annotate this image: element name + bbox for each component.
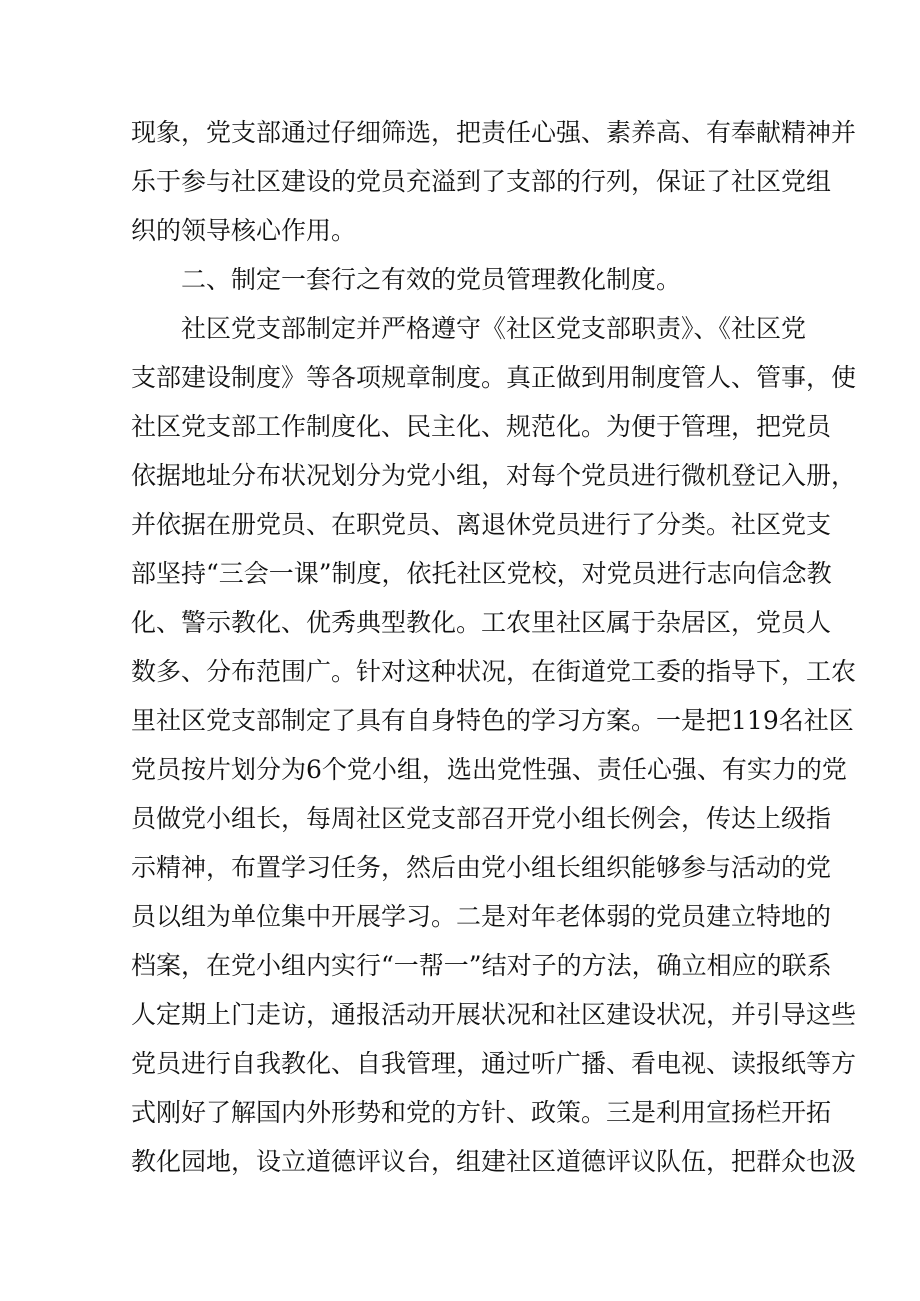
text-line: 支部建设制度》等各项规章制度。真正做到用制度管人、管事，使 — [131, 363, 857, 392]
text-line: 教化园地，设立道德评议台，组建社区道德评议队伍，把群众也汲 — [131, 1147, 857, 1176]
text-line: 数多、分布范围广。针对这种状况，在街道党工委的指导下，工农 — [131, 657, 857, 686]
text-line: 员做党小组长，每周社区党支部召开党小组长例会，传达上级指 — [131, 804, 832, 833]
text-line: 式刚好了解国内外形势和党的方针、政策。三是利用宣扬栏开拓 — [131, 1098, 832, 1127]
text-line: 示精神，布置学习任务，然后由党小组长组织能够参与活动的党 — [131, 853, 832, 882]
text-line: 党员进行自我教化、自我管理，通过听广播、看电视、读报纸等方 — [131, 1049, 857, 1078]
section-heading: 二、制定一套行之有效的党员管理教化制度。 — [181, 265, 682, 294]
text-line: 现象，党支部通过仔细筛选，把责任心强、素养高、有奉献精神并 — [131, 118, 857, 147]
text-line: 并依据在册党员、在职党员、离退休党员进行了分类。社区党支 — [131, 510, 832, 539]
text-line: 档案，在党小组内实行“一帮一”结对子的方法，确立相应的联系 — [131, 951, 832, 980]
text-line: 人定期上门走访，通报活动开展状况和社区建设状况，并引导这些 — [131, 1000, 857, 1029]
text-line: 社区党支部制定并严格遵守《社区党支部职责》、《社区党 — [181, 314, 807, 343]
text-line: 织的领导核心作用。 — [131, 216, 357, 245]
text-line: 社区党支部工作制度化、民主化、规范化。为便于管理，把党员 — [131, 412, 832, 441]
text-line: 部坚持“三会一课”制度，依托社区党校，对党员进行志向信念教 — [131, 559, 832, 588]
text-line: 乐于参与社区建设的党员充溢到了支部的行列，保证了社区党组 — [131, 167, 832, 196]
text-line: 党员按片划分为6个党小组，选出党性强、责任心强、有实力的党 — [131, 755, 847, 784]
text-line: 化、警示教化、优秀典型教化。工农里社区属于杂居区，党员人 — [131, 608, 832, 637]
text-line: 依据地址分布状况划分为党小组，对每个党员进行微机登记入册， — [131, 461, 857, 490]
text-line: 员以组为单位集中开展学习。二是对年老体弱的党员建立特地的 — [131, 902, 832, 931]
text-line: 里社区党支部制定了具有自身特色的学习方案。一是把119名社区 — [131, 706, 854, 735]
